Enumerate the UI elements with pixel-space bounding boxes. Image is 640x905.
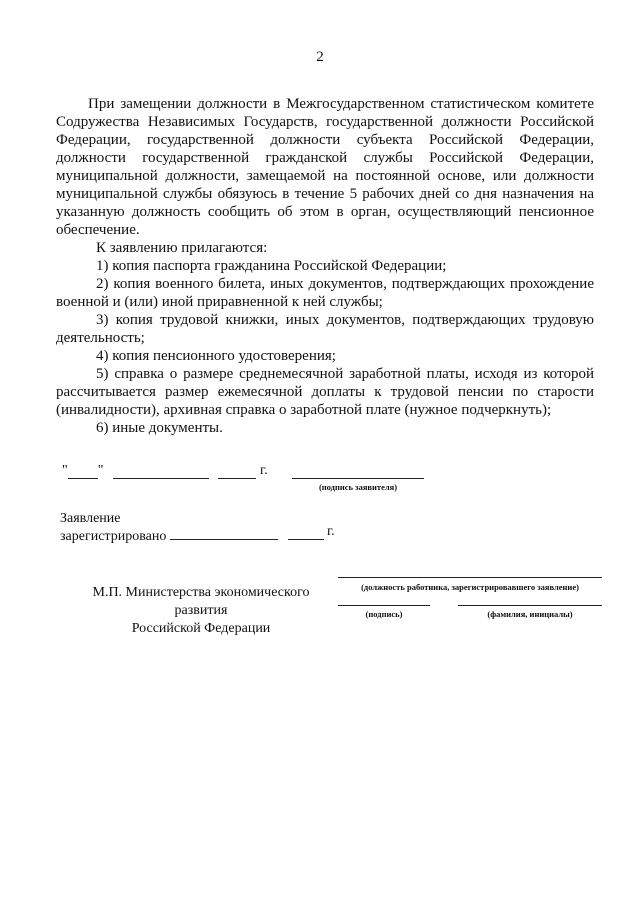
registration-label-line1: Заявление [60, 511, 121, 526]
applicant-signature-caption: (подпись заявителя) [318, 482, 398, 492]
date-quote-close: " [97, 463, 104, 478]
official-name-caption: (фамилия, инициалы) [487, 609, 573, 619]
registration-date-line [170, 524, 335, 540]
registration-date-blank[interactable] [170, 525, 278, 540]
page-number: 2 [316, 49, 324, 65]
year-blank[interactable] [218, 464, 256, 479]
attachment-item: 3) копия трудовой книжки, иных документов, подтверждающих трудовую деятельность; [56, 312, 594, 346]
registration-label [60, 510, 166, 546]
official-position-caption: (должность работника, зарегистрировавшего заявление) [361, 582, 579, 592]
official-position-line[interactable] [338, 577, 602, 578]
stamp-line2: Российской Федерации [131, 621, 271, 636]
registration-year-suffix: г. [327, 524, 335, 539]
application-date-line [62, 463, 268, 479]
official-name-line[interactable] [458, 605, 602, 606]
attachment-item: 6) иные документы. [96, 420, 223, 436]
applicant-signature-line[interactable] [292, 478, 424, 479]
attachment-item: 5) справка о размере среднемесячной заработной платы, исходя из которой рассчитывается размер ежемесячной доплаты к трудовой пенсии по старости (инвалидности), архивная справка о заработной плате (нужное подчеркнуть); [56, 366, 594, 418]
day-blank[interactable] [68, 464, 98, 479]
attachment-item: 1) копия паспорта гражданина Российской Федерации; [96, 258, 447, 274]
month-blank[interactable] [113, 464, 209, 479]
document-body [56, 95, 594, 437]
attachment-item: 2) копия военного билета, иных документов, подтверждающих прохождение военной и (или) иной приравненной к ней службы; [56, 276, 594, 310]
stamp-line1: М.П. Министерства экономического развития [92, 585, 310, 618]
stamp-place [66, 584, 336, 638]
attachments-list [56, 257, 594, 437]
attachments-heading: К заявлению прилагаются: [96, 240, 268, 256]
attachment-item: 4) копия пенсионного удостоверения; [96, 348, 336, 364]
date-quote-open: " [62, 463, 68, 478]
registration-label-line2: зарегистрировано [60, 529, 167, 544]
official-signature-caption: (подпись) [365, 609, 403, 619]
date-year-suffix: г. [259, 463, 268, 478]
intro-paragraph: При замещении должности в Межгосударственном статистическом комитете Содружества Независимых Государств, государственной должности Российской Федерации, государственной должности субъекта Российской Федерации, должности государственной гражданской службы Российской Федерации, муниципальной должности, замещаемой на постоянной основе, или должности муниципальной службы обязуюсь в течение 5 рабочих дней со дня назначения на указанную должность сообщить об этом в орган, осуществляющий пенсионное обеспечение. [56, 96, 594, 238]
official-signature-line[interactable] [338, 605, 430, 606]
registration-year-blank[interactable] [288, 525, 324, 540]
